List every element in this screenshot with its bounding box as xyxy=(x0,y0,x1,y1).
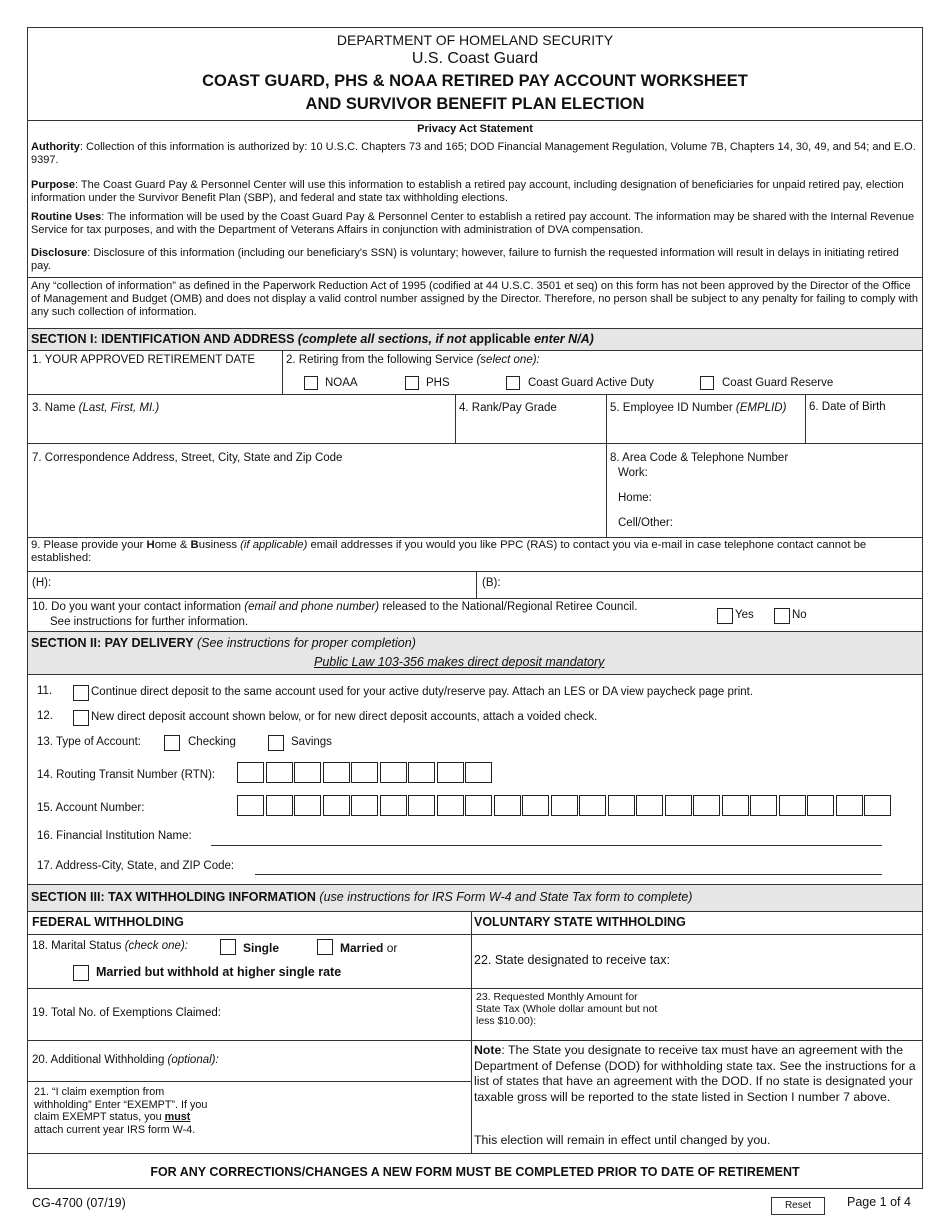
state-note xyxy=(474,1043,920,1105)
email-instr-d: email addresses if you would you like PPC (RAS) to contact you via e-mail in case telephone contact cannot be established: xyxy=(31,539,867,564)
disclosure-label: Disclosure xyxy=(31,247,88,259)
checking-checkbox[interactable] xyxy=(164,735,180,751)
email-instructions xyxy=(31,539,919,565)
retirement-date-label: 1. YOUR APPROVED RETIREMENT DATE xyxy=(32,354,256,366)
release-yes-checkbox[interactable] xyxy=(717,608,733,624)
release-q-hint: (email and phone number) xyxy=(244,601,380,613)
rtn-input[interactable] xyxy=(237,762,494,783)
single-label: Single xyxy=(243,941,280,955)
state-withholding-heading: VOLUNTARY STATE WITHHOLDING xyxy=(474,915,686,929)
paperwork-notice: Any “collection of information” as defined in the Paperwork Reduction Act of 1995 (codified at 44 U.S.C. 3501 et seq) on this form has not been approved by the Director of the Office of Management and Budget (OMB) and does not display a valid control number assigned by the Director. Therefore, no person shall be subject to any penalty for failing to comply with any such collection of information. xyxy=(31,280,919,318)
note-label: Note xyxy=(474,1043,502,1057)
rtn-digit[interactable] xyxy=(266,762,293,783)
marital-status-label xyxy=(32,940,188,952)
section1-title: SECTION I: IDENTIFICATION AND ADDRESS xyxy=(31,332,295,346)
account-digit[interactable] xyxy=(693,795,720,816)
state-amount-l2: State Tax (Whole dollar amount but not xyxy=(476,1003,658,1015)
routine-label: Routine Uses xyxy=(31,211,102,223)
rtn-digit[interactable] xyxy=(465,762,492,783)
marital-status-hint: (check one): xyxy=(124,940,188,952)
authority-text: : Collection of this information is authorized by: 10 U.S.C. Chapters 73 and 165; DOD Financial Management Regulation, Volume 7B, Chapters 14, 30, 49, and 54; and E.O. 9397. xyxy=(31,141,916,166)
section3-title: SECTION III xyxy=(31,890,101,904)
email-instr-hint: (if applicable) xyxy=(240,539,308,551)
purpose-text: : The Coast Guard Pay & Personnel Center will use this information to establish a retired pay account, including designation of beneficiaries for unpaid retired pay, election information under the Survivor Benefit Plan (SBP), and federal and state tax withholding elections. xyxy=(31,179,904,204)
section1-subtitle-c: enter N/A) xyxy=(530,332,594,346)
rank-label: 4. Rank/Pay Grade xyxy=(459,402,557,414)
new-deposit-label: New direct deposit account shown below, or for new direct deposit accounts, attach a voided check. xyxy=(91,711,598,723)
service-cg-active-checkbox[interactable] xyxy=(506,376,520,390)
account-digit[interactable] xyxy=(494,795,521,816)
authority-label: Authority xyxy=(31,141,80,153)
employee-id-label xyxy=(610,402,786,414)
account-digit[interactable] xyxy=(380,795,407,816)
savings-checkbox[interactable] xyxy=(268,735,284,751)
service-phs-checkbox[interactable] xyxy=(405,376,419,390)
rtn-label: 14. Routing Transit Number (RTN): xyxy=(37,769,216,781)
state-designated-label: 22. State designated to receive tax: xyxy=(474,953,670,967)
rtn-digit[interactable] xyxy=(237,762,264,783)
email-instr-bb: B xyxy=(190,539,199,551)
checking-label: Checking xyxy=(188,736,236,748)
section1-subtitle-b: applicable xyxy=(469,332,531,346)
marital-status-text: 18. Marital Status xyxy=(32,940,125,952)
state-amount-l1: 23. Requested Monthly Amount for xyxy=(476,991,638,1003)
married-or: or xyxy=(383,941,398,955)
employee-id-text: 5. Employee ID Number xyxy=(610,402,736,414)
institution-name-label: 16. Financial Institution Name: xyxy=(37,830,192,842)
phone-label: 8. Area Code & Telephone Number xyxy=(610,452,789,464)
note-text: : The State you designate to receive tax must have an agreement with the Department of Defense (DOD) for withholding state tax. See the instructions for a list of states that have an agreement with the DOD. If no state is designated your taxable gross will be reported to the state listed in Section I number 7 above. xyxy=(474,1043,916,1104)
section3-title-b: : TAX WITHHOLDING INFORMATION xyxy=(100,890,316,904)
federal-withholding-heading: FEDERAL WITHHOLDING xyxy=(32,915,184,929)
retiring-service-label xyxy=(286,354,540,366)
section2-subtitle: (See instructions for proper completion) xyxy=(193,636,416,650)
email-instr-a: 9. Please provide your xyxy=(31,539,147,551)
account-digit[interactable] xyxy=(750,795,777,816)
institution-name-input[interactable] xyxy=(211,845,882,846)
page-number: Page 1 of 4 xyxy=(847,1195,911,1209)
purpose-label: Purpose xyxy=(31,179,76,191)
account-digit[interactable] xyxy=(522,795,549,816)
name-label xyxy=(32,402,159,414)
authority-paragraph xyxy=(31,141,919,167)
account-digit[interactable] xyxy=(237,795,264,816)
agency-name: U.S. Coast Guard xyxy=(411,50,539,67)
rtn-digit[interactable] xyxy=(408,762,435,783)
phone-cell-label: Cell/Other: xyxy=(618,517,673,529)
institution-address-input[interactable] xyxy=(255,874,882,875)
account-digit[interactable] xyxy=(551,795,578,816)
email-instr-b: ome & xyxy=(154,539,191,551)
section2-title: SECTION II: PAY DELIVERY xyxy=(31,636,194,650)
form-page xyxy=(27,27,923,1189)
savings-label: Savings xyxy=(291,736,332,748)
rtn-digit[interactable] xyxy=(380,762,407,783)
account-digit[interactable] xyxy=(836,795,863,816)
married-higher-rate-checkbox[interactable] xyxy=(73,965,89,981)
retiring-service-text: 2. Retiring from the following Service xyxy=(286,354,477,366)
election-effect: This election will remain in effect until changed by you. xyxy=(474,1133,771,1147)
single-checkbox[interactable] xyxy=(220,939,236,955)
account-digit[interactable] xyxy=(465,795,492,816)
additional-withholding-text: 20. Additional Withholding xyxy=(32,1054,168,1066)
service-noaa-checkbox[interactable] xyxy=(304,376,318,390)
married-higher-rate-label: Married but withhold at higher single rate xyxy=(96,965,342,979)
section3-header xyxy=(28,885,922,911)
disclosure-text: : Disclosure of this information (including our beneficiary's SSN) is voluntary; however, failure to furnish the requested information will result in delays in initiating retired pay. xyxy=(31,247,899,272)
account-type-label: 13. Type of Account: xyxy=(37,736,141,748)
purpose-paragraph xyxy=(31,179,919,205)
corrections-notice: FOR ANY CORRECTIONS/CHANGES A NEW FORM MUST BE COMPLETED PRIOR TO DATE OF RETIREMENT xyxy=(150,1165,800,1179)
department-name: DEPARTMENT OF HOMELAND SECURITY xyxy=(336,32,614,48)
section3-subtitle: (use instructions for IRS Form W-4 and State Tax form to complete) xyxy=(315,890,693,904)
claim-exempt-label xyxy=(34,1086,207,1136)
account-digit[interactable] xyxy=(351,795,378,816)
account-digit[interactable] xyxy=(636,795,663,816)
form-title-line2: AND SURVIVOR BENEFIT PLAN ELECTION xyxy=(305,95,645,113)
institution-address-label: 17. Address-City, State, and ZIP Code: xyxy=(37,860,235,872)
rtn-digit[interactable] xyxy=(323,762,350,783)
phone-home-label: Home: xyxy=(618,492,652,504)
account-digit[interactable] xyxy=(779,795,806,816)
account-digit[interactable] xyxy=(579,795,606,816)
email-home-label: (H): xyxy=(32,577,52,589)
account-digit[interactable] xyxy=(665,795,692,816)
account-digit[interactable] xyxy=(722,795,749,816)
release-instructions: See instructions for further information. xyxy=(50,616,249,628)
account-digit[interactable] xyxy=(266,795,293,816)
married-label-group xyxy=(340,941,397,955)
additional-withholding-label xyxy=(32,1054,219,1066)
email-instr-h: H xyxy=(146,539,155,551)
name-label-text: 3. Name xyxy=(32,402,79,414)
address-label: 7. Correspondence Address, Street, City, State and Zip Code xyxy=(32,452,343,464)
state-amount-l3: less $10.00): xyxy=(476,1015,537,1027)
section1-header xyxy=(28,329,922,350)
service-cg-active-label: Coast Guard Active Duty xyxy=(528,377,654,389)
service-cg-reserve-label: Coast Guard Reserve xyxy=(722,377,834,389)
name-label-hint: (Last, First, MI.) xyxy=(78,402,160,414)
f11-number: 11. xyxy=(37,685,53,697)
married-label: Married xyxy=(340,941,384,955)
email-business-label: (B): xyxy=(482,577,501,589)
dob-label: 6. Date of Birth xyxy=(809,401,886,413)
account-digit[interactable] xyxy=(294,795,321,816)
state-amount-label xyxy=(476,991,657,1027)
direct-deposit-law: Public Law 103-356 makes direct deposit mandatory xyxy=(314,655,605,669)
claim-exempt-l4: attach current year IRS form W-4. xyxy=(34,1123,196,1136)
phone-work-label: Work: xyxy=(618,467,648,479)
account-number-label: 15. Account Number: xyxy=(37,802,145,814)
release-question xyxy=(32,601,637,613)
release-no-label: No xyxy=(792,609,807,621)
routine-text: : The information will be used by the Coast Guard Pay & Personnel Center to establish a retired pay account. The information may be shared with the Internal Revenue Service for tax purposes, and with the Department of Veterans Affairs in conjunction with administration of DVA compensation. xyxy=(31,211,915,236)
account-digit[interactable] xyxy=(864,795,891,816)
married-checkbox[interactable] xyxy=(317,939,333,955)
exemptions-label: 19. Total No. of Exemptions Claimed: xyxy=(32,1007,221,1019)
retiring-service-hint: (select one): xyxy=(476,354,540,366)
continue-deposit-checkbox[interactable] xyxy=(73,685,89,701)
account-digit[interactable] xyxy=(408,795,435,816)
claim-exempt-l1: 21. “I claim exemption from xyxy=(34,1086,165,1098)
employee-id-hint: (EMPLID) xyxy=(735,402,787,414)
f12-number: 12. xyxy=(37,710,53,722)
rtn-digit[interactable] xyxy=(437,762,464,783)
claim-exempt-l3: claim EXEMPT status, you xyxy=(34,1111,165,1123)
routine-uses-paragraph xyxy=(31,211,919,237)
form-id: CG-4700 (07/19) xyxy=(32,1196,126,1210)
additional-withholding-hint: (optional): xyxy=(167,1054,219,1066)
rtn-digit[interactable] xyxy=(351,762,378,783)
claim-exempt-l2: withholding” Enter “EXEMPT”. If you xyxy=(34,1098,208,1111)
service-noaa-label: NOAA xyxy=(325,377,358,389)
account-number-input[interactable] xyxy=(237,795,893,816)
new-deposit-checkbox[interactable] xyxy=(73,710,89,726)
claim-exempt-must: must xyxy=(164,1111,191,1123)
disclosure-paragraph xyxy=(31,247,919,273)
service-phs-label: PHS xyxy=(426,377,450,389)
release-q-b: released to the National/Regional Retiree Council. xyxy=(379,601,638,613)
rtn-digit[interactable] xyxy=(294,762,321,783)
privacy-heading: Privacy Act Statement xyxy=(417,123,533,135)
section1-subtitle-a: (complete all sections, if not xyxy=(294,332,470,346)
email-instr-c: usiness xyxy=(198,539,241,551)
account-digit[interactable] xyxy=(323,795,350,816)
account-digit[interactable] xyxy=(608,795,635,816)
release-q-a: 10. Do you want your contact information xyxy=(32,601,245,613)
account-digit[interactable] xyxy=(807,795,834,816)
continue-deposit-label: Continue direct deposit to the same account used for your active duty/reserve pay. Attach an LES or DA view paycheck page print. xyxy=(91,686,754,698)
release-no-checkbox[interactable] xyxy=(774,608,790,624)
account-digit[interactable] xyxy=(437,795,464,816)
release-yes-label: Yes xyxy=(735,609,754,621)
section2-header xyxy=(28,632,922,674)
form-title-line1: COAST GUARD, PHS & NOAA RETIRED PAY ACCOUNT WORKSHEET xyxy=(202,72,748,90)
service-cg-reserve-checkbox[interactable] xyxy=(700,376,714,390)
reset-button[interactable]: Reset xyxy=(771,1197,825,1215)
